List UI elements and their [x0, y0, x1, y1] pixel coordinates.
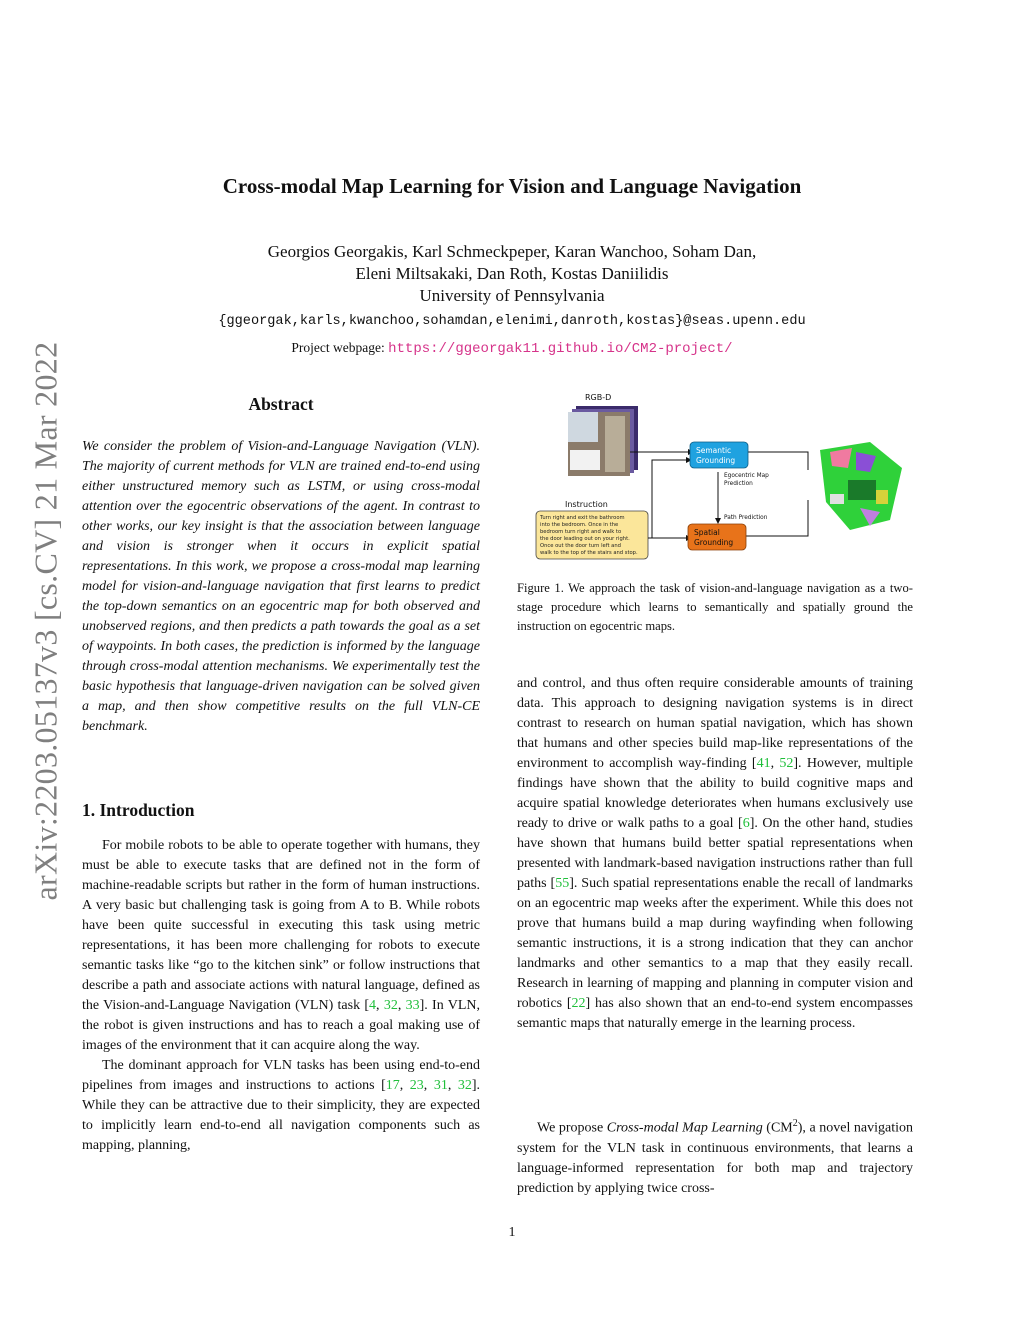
- citation-link[interactable]: 52: [779, 756, 794, 771]
- citation-link[interactable]: 17: [385, 1078, 400, 1093]
- citation-link[interactable]: 6: [742, 816, 750, 831]
- citation-link[interactable]: 23: [409, 1078, 424, 1093]
- figure-1: [530, 390, 910, 570]
- abstract-text: We consider the problem of Vision-and-Language Navigation (VLN). The majority of current methods for VLN are trained end-to-end using either unstructured memory such as LSTM, or using cross-modal attention over the egocentric observations of the agent. In contrast to other works, our key insight is that the association between language and vision is stronger when it occurs in explicit spatial representations. In this work, we propose a cross-modal map learning model for vision-and-language navigation that first learns to predict the top-down semantics on an egocentric map for both observed and unobserved regions, and then predicts a path towards the goal as a set of waypoints. In both cases, the prediction is informed by the language through cross-modal attention mechanisms. We experimentally test the basic hypothesis that language-driven navigation can be solved given a map, and then show competitive results on the full VLN-CE benchmark.: [82, 439, 480, 734]
- authors-line-1: Georgios Georgakis, Karl Schmeckpeper, Karan Wanchoo, Soham Dan,: [267, 242, 757, 261]
- instruction-label: Instruction: [565, 500, 608, 509]
- rgbd-label: RGB-D: [585, 393, 612, 402]
- citation-link[interactable]: 32: [383, 998, 398, 1013]
- citation-link[interactable]: 22: [571, 996, 586, 1011]
- citation-link[interactable]: 33: [405, 998, 420, 1013]
- egocentric-label-1: Egocentric Map: [724, 473, 769, 479]
- arxiv-identifier: arXiv:2203.05137v3 [cs.CV] 21 Mar 2022: [27, 341, 64, 901]
- spatial-grounding-line-2: Grounding: [694, 538, 734, 547]
- author-emails: {ggeorgak,karls,kwanchoo,sohamdan,elenimi,danroth,kostas}@seas.upenn.edu: [218, 314, 806, 329]
- intro-paragraph-2: The dominant approach for VLN tasks has been using end-to-end pipelines from images and instructions to actions [17, 23, 31, 32]. While they can be attractive due to their simplicity, they are expected to implicitly learn end-to-end all navigation components such as mapping, planning,: [82, 1058, 480, 1153]
- intro-right-column-2: [517, 1114, 913, 1199]
- egocentric-label-2: Prediction: [724, 481, 753, 487]
- svg-text:Turn right and exit the bathro: Turn right and exit the bathroom: [540, 515, 625, 521]
- predicted-map-image: [820, 442, 902, 530]
- affiliation: University of Pennsylvania: [419, 286, 605, 305]
- intro-left-column: [82, 836, 480, 1156]
- intro-paragraph-3: and control, and thus often require considerable amounts of training data. This approach to designing navigation systems is in direct contrast to research on human spatial navigation, which has shown that humans and other species build map-like representations of the environment to accomplish way-finding [41, 52]. However, multiple findings have shown that the ability to build cognitive maps and acquire spatial knowledge deteriorates when humans exclusively use ready to drive or walk paths to a goal [6]. On the other hand, studies have shown that humans build better spatial representations when presented with landmark-based navigation instructions rather than full paths [55]. Such spatial representations enable the recall of landmarks on an egocentric map weeks after the experiment. While this does not prove that humans build a map during wayfinding when following semantic instructions, it is a strong indication that they can anchor landmarks and other semantics to a map that they easily recall. Research in learning of mapping and planning in computer vision and robotics [22] has also shown that an end-to-end system encompasses semantic maps that naturally emerge in the learning process.: [517, 676, 914, 1031]
- intro-paragraph-4: We propose Cross-modal Map Learning $(CM^2)$, a novel navigation system for the VLN task in continuous environments, that learns a language-informed representation for both map and trajectory prediction by applying twice cross-: [517, 1118, 913, 1196]
- figure-1-diagram: [530, 390, 910, 570]
- intro-paragraph-1: For mobile robots to be able to operate together with humans, they must be able to execute tasks that are defined not in the form of machine-readable scripts but rather in the form of human instructions. A very basic but challenging task is going from A to B. While robots have been quite successful in executing this task using metric representations, it has been more challenging for robots to execute semantic tasks like “go to the kitchen sink” or follow instructions that describe a path and associate actions with natural language, defined as the Vision-and-Language Navigation (VLN) task [4, 32, 33]. In VLN, the robot is given instructions and has to reach a goal making use of images of the environment that it can acquire along the way.: [82, 838, 481, 1053]
- figure-1-caption: Figure 1. We approach the task of vision-and-language navigation as a two-stage procedure which learns to semantically and spatially ground the instruction on egocentric maps.: [517, 581, 913, 633]
- paper-title: Cross-modal Map Learning for Vision and Language Navigation: [222, 174, 802, 198]
- webpage-link[interactable]: https://ggeorgak11.github.io/CM2-project/: [388, 341, 733, 357]
- path-prediction-label: Path Prediction: [724, 515, 768, 521]
- rgbd-image: [568, 406, 638, 476]
- svg-text:into the bedroom. Once in the: into the bedroom. Once in the: [540, 522, 619, 528]
- citation-link[interactable]: 32: [457, 1078, 472, 1093]
- authors-line-2: Eleni Miltsakaki, Dan Roth, Kostas Daniilidis: [355, 264, 669, 283]
- citation-link[interactable]: 31: [433, 1078, 448, 1093]
- svg-text:bedroom turn right and walk to: bedroom turn right and walk to: [540, 529, 622, 535]
- citation-link[interactable]: 4: [369, 998, 377, 1013]
- abstract-heading: Abstract: [248, 394, 314, 414]
- semantic-grounding-line-2: Grounding: [696, 456, 736, 465]
- page-number: 1: [508, 1225, 516, 1240]
- webpage-label: Project webpage:: [291, 340, 385, 355]
- author-block: [0, 241, 1024, 307]
- svg-text:walk to the top of the stairs: walk to the top of the stairs and stop.: [540, 550, 638, 556]
- spatial-grounding-line-1: Spatial: [694, 528, 720, 537]
- intro-right-column-1: [517, 674, 913, 1034]
- project-webpage: [0, 340, 1024, 357]
- svg-text:Once out the door turn left an: Once out the door turn left and: [540, 543, 621, 549]
- svg-text:the door leading out on your r: the door leading out on your right.: [540, 536, 630, 542]
- citation-link[interactable]: 41: [756, 756, 771, 771]
- introduction-heading: 1. Introduction: [82, 800, 195, 820]
- citation-link[interactable]: 55: [555, 876, 570, 891]
- semantic-grounding-line-1: Semantic: [696, 446, 732, 455]
